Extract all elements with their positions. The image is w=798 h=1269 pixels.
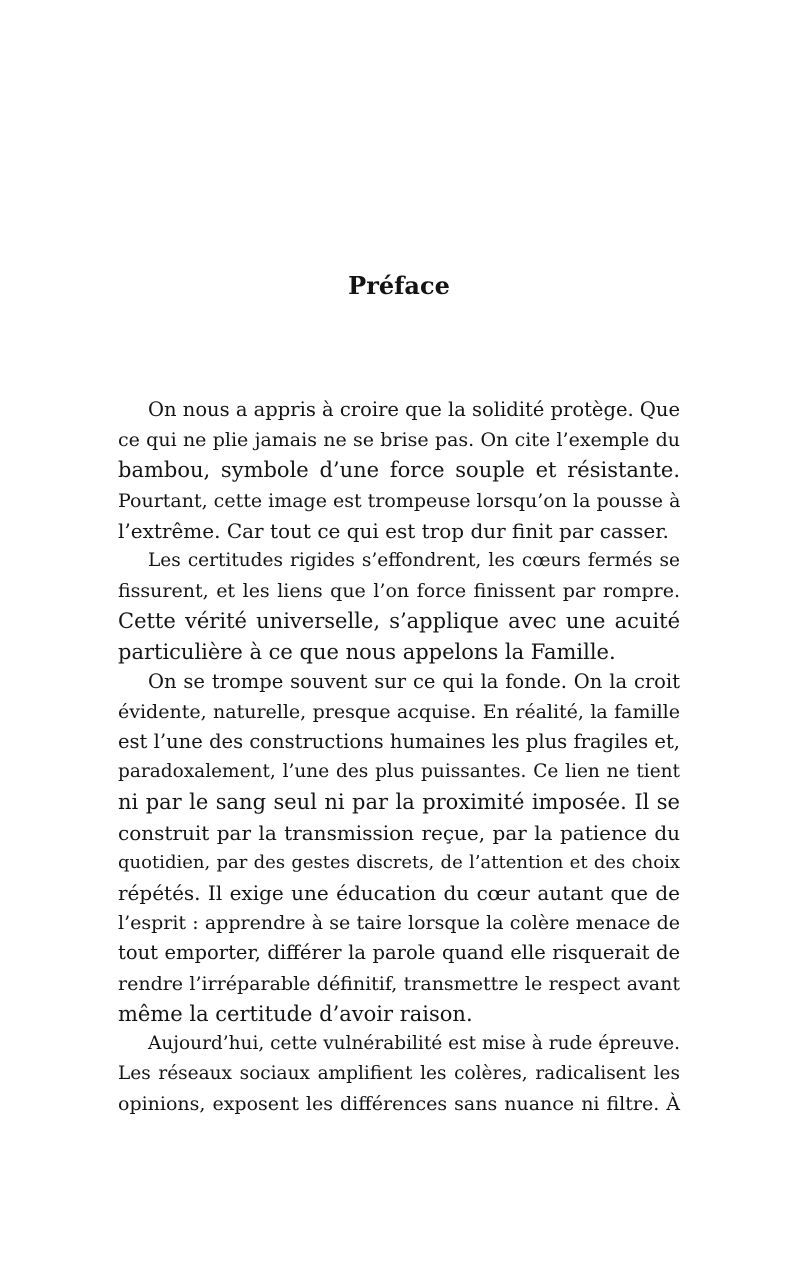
text-line: construit par la transmission reçue, par la patience du: [118, 820, 680, 845]
paragraph-1: [118, 395, 680, 546]
text-line: tout emporter, différer la parole quand elle risquerait de: [118, 941, 680, 965]
text-line: paradoxalement, l’une des plus puissantes. Ce lien ne tient: [118, 761, 680, 783]
text-line: fissurent, et les liens que l’on force finissent par rompre.: [118, 580, 680, 603]
text-line: On se trompe souvent sur ce qui la fonde. On la croit: [148, 669, 680, 693]
text-line: évidente, naturelle, presque acquise. En réalité, la famille: [118, 700, 680, 723]
text-line: rendre l’irréparable définitif, transmettre le respect avant: [118, 972, 680, 995]
text-line: l’esprit : apprendre à se taire lorsque la colère menace de: [118, 912, 680, 935]
body-text: [118, 395, 680, 1120]
text-line: On nous a appris à croire que la solidité protège. Que: [148, 398, 680, 421]
text-line: Les certitudes rigides s’effondrent, les cœurs fermés se: [148, 549, 680, 571]
text-line: l’extrême. Car tout ce qui est trop dur finit par casser.: [118, 518, 669, 543]
paragraph-2: [118, 546, 680, 667]
text-line: répétés. Il exige une éducation du cœur autant que de: [118, 881, 680, 905]
text-line: même la certitude d’avoir raison.: [118, 1001, 473, 1026]
text-line: particulière à ce que nous appelons la Famille.: [118, 639, 616, 664]
text-line: quotidien, par des gestes discrets, de l’attention et des choix: [118, 851, 680, 873]
paragraph-3: [118, 667, 680, 1029]
text-line: Aujourd’hui, cette vulnérabilité est mise à rude épreuve.: [148, 1032, 680, 1054]
text-line: Cette vérité universelle, s’applique avec une acuité: [118, 609, 680, 634]
text-line: Les réseaux sociaux amplifient les colères, radicalisent les: [118, 1063, 680, 1085]
text-line: Pourtant, cette image est trompeuse lorsqu’on la pousse à: [118, 489, 681, 512]
text-line: est l’une des constructions humaines les plus fragiles et,: [118, 730, 680, 754]
text-line: ni par le sang seul ni par la proximité imposée. Il se: [118, 790, 680, 815]
text-line: ce qui ne plie jamais ne se brise pas. On cite l’exemple du: [118, 429, 680, 452]
text-line: opinions, exposent les différences sans nuance ni filtre. À: [118, 1093, 680, 1116]
paragraph-4: [118, 1029, 680, 1120]
page-title: Préface: [348, 271, 450, 300]
text-line: bambou, symbole d’une force souple et résistante.: [118, 458, 680, 483]
